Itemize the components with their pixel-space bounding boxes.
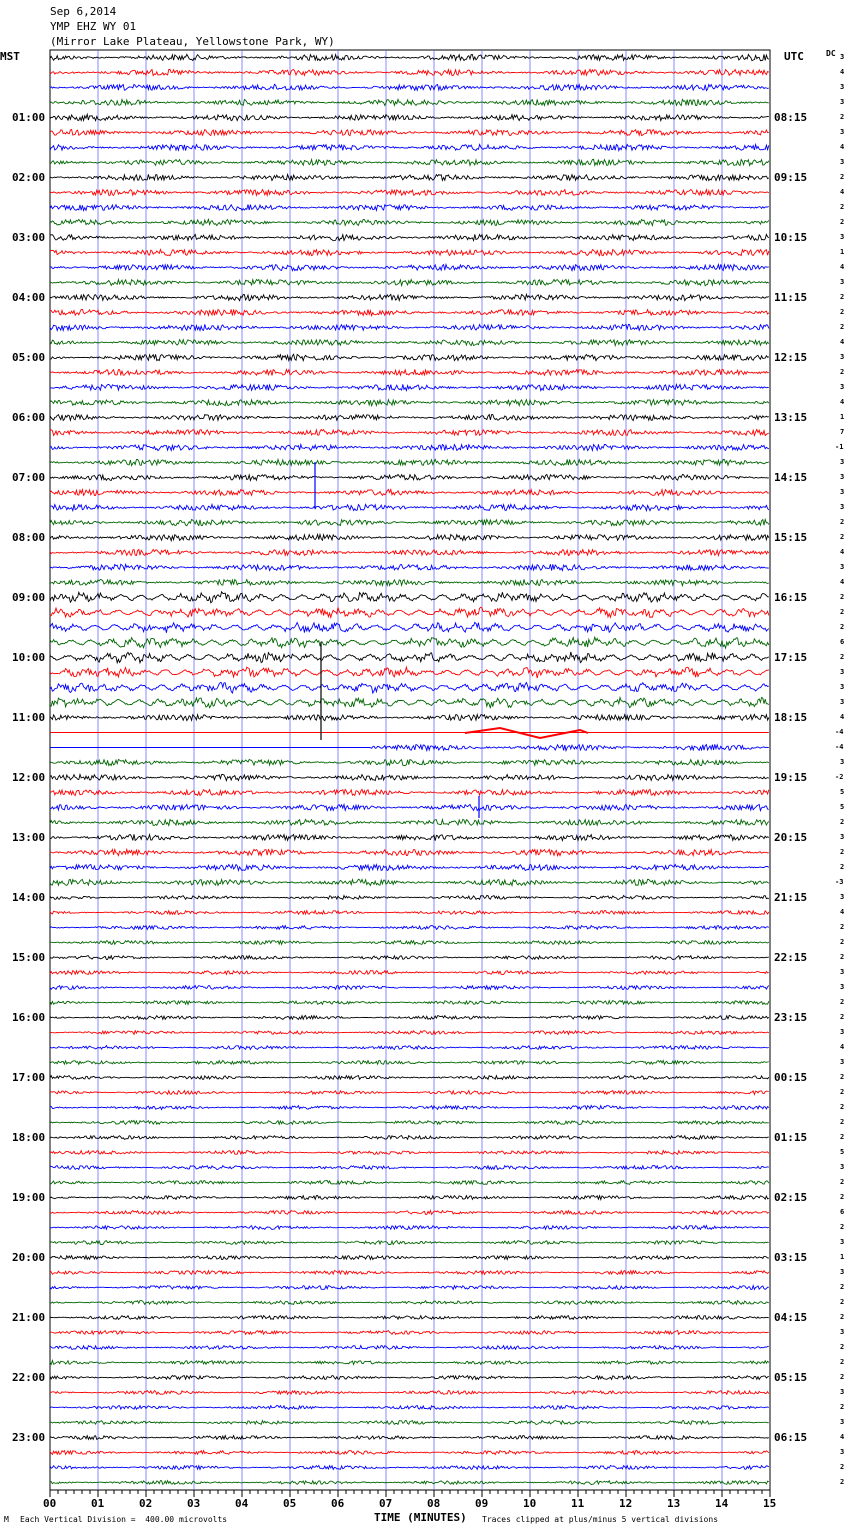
right-hour-label: 02:15: [774, 1190, 808, 1204]
dc-offset-value: 2: [840, 1102, 845, 1111]
left-hour-label: 22:00: [12, 1370, 46, 1384]
dc-offset-value: 2: [840, 517, 845, 526]
x-tick-label: 12: [619, 1497, 633, 1510]
right-hour-label: 13:15: [774, 410, 808, 424]
trace-line: [50, 667, 769, 678]
dc-offset-value: 3: [840, 832, 845, 841]
dc-offset-value: 3: [840, 1162, 845, 1171]
trace-line: [50, 430, 769, 436]
trace-line: [50, 834, 769, 840]
trace-line: [50, 384, 769, 390]
right-hour-label: 15:15: [774, 530, 808, 544]
trace-line: [50, 1016, 769, 1020]
trace-line: [50, 549, 769, 555]
footer-mark: M: [4, 1515, 9, 1524]
dc-offset-value: 3: [840, 1267, 845, 1276]
dc-offset-value: 1: [840, 1252, 845, 1261]
dc-offset-value: 4: [840, 1432, 845, 1441]
trace-line: [50, 1346, 769, 1350]
trace-line: [50, 1301, 769, 1305]
dc-offset-value: 3: [840, 352, 845, 361]
dc-offset-value: 2: [840, 937, 845, 946]
trace-line: [50, 864, 769, 870]
trace-line: [50, 324, 769, 330]
trace-line: [50, 698, 769, 709]
trace-line: [50, 354, 769, 360]
left-hour-label: 20:00: [12, 1250, 46, 1264]
trace-line: [50, 896, 769, 900]
dc-offset-value: 4: [840, 397, 845, 406]
trace-line: [50, 444, 769, 450]
right-hour-label: 17:15: [774, 650, 808, 664]
dc-offset-value: 2: [840, 1132, 845, 1141]
x-tick-label: 11: [571, 1497, 585, 1510]
dc-offset-value: 2: [840, 862, 845, 871]
trace-line: [50, 1166, 769, 1170]
dc-offset-value: 2: [840, 1282, 845, 1291]
left-hour-label: 12:00: [12, 770, 46, 784]
dc-offset-value: 3: [840, 562, 845, 571]
right-hour-label: 23:15: [774, 1010, 808, 1024]
trace-line: [50, 682, 769, 693]
trace-line: [50, 130, 769, 136]
trace-line: [50, 174, 769, 180]
dc-column-label: DC: [826, 49, 836, 58]
x-tick-label: 08: [427, 1497, 441, 1510]
trace-line: [50, 69, 769, 75]
trace-line: [50, 205, 769, 211]
dc-offset-value: 2: [840, 1117, 845, 1126]
dc-offset-value: 2: [840, 217, 845, 226]
station-code: YMP EHZ WY 01: [50, 20, 137, 33]
trace-line: [50, 1391, 769, 1395]
right-hour-label: 08:15: [774, 110, 808, 124]
dc-offset-value: 3: [840, 1447, 845, 1456]
dc-offset-value: 3: [840, 232, 845, 241]
clip-note: Traces clipped at plus/minus 5 vertical divisions: [482, 1515, 719, 1524]
x-tick-label: 09: [475, 1497, 489, 1510]
dc-offset-value: 2: [840, 592, 845, 601]
trace-line: [50, 1031, 769, 1035]
left-hour-label: 17:00: [12, 1070, 46, 1084]
right-hour-label: 22:15: [774, 950, 808, 964]
trace-line: [50, 369, 769, 375]
dc-offset-value: 2: [840, 1462, 845, 1471]
dc-offset-value: 2: [840, 1177, 845, 1186]
dc-offset-value: 1: [840, 412, 845, 421]
trace-line: [50, 190, 769, 196]
right-hour-label: 00:15: [774, 1070, 808, 1084]
trace-line: [50, 1271, 769, 1275]
dc-offset-value: 2: [840, 817, 845, 826]
right-hour-label: 03:15: [774, 1250, 808, 1264]
trace-line: [50, 1211, 769, 1215]
left-hour-label: 03:00: [12, 230, 46, 244]
left-hour-label: 07:00: [12, 470, 46, 484]
dc-offset-value: 2: [840, 292, 845, 301]
left-hour-label: 23:00: [12, 1430, 46, 1444]
left-hour-label: 13:00: [12, 830, 46, 844]
dc-offset-value: 5: [840, 787, 845, 796]
trace-line: [50, 622, 769, 632]
trace-line: [50, 819, 769, 825]
trace-line: [50, 1181, 769, 1185]
dc-offset-value: 2: [840, 1342, 845, 1351]
trace-line: [50, 1091, 769, 1095]
trace-line: [50, 145, 769, 151]
dc-offset-value: 4: [840, 907, 845, 916]
trace-line: [50, 714, 769, 720]
chart-date: Sep 6,2014: [50, 5, 117, 18]
dc-offset-value: 2: [840, 1087, 845, 1096]
dc-offset-value: 3: [840, 502, 845, 511]
x-tick-label: 06: [331, 1497, 345, 1510]
trace-line: [50, 219, 769, 225]
trace-line: [50, 415, 769, 421]
dc-offset-value: 2: [840, 1312, 845, 1321]
dc-offset-value: 2: [840, 847, 845, 856]
x-axis-title: TIME (MINUTES): [374, 1511, 467, 1524]
right-hour-label: 10:15: [774, 230, 808, 244]
x-tick-label: 10: [523, 1497, 537, 1510]
x-tick-label: 15: [763, 1497, 777, 1510]
dc-offset-value: 2: [840, 1072, 845, 1081]
dc-offset-value: 2: [840, 652, 845, 661]
dc-offset-value: 4: [840, 337, 845, 346]
dc-offset-value: 2: [840, 1222, 845, 1231]
dc-offset-value: 3: [840, 127, 845, 136]
dc-offset-value: 3: [840, 967, 845, 976]
trace-line: [50, 652, 769, 663]
trace-line: [50, 1106, 769, 1110]
left-hour-label: 08:00: [12, 530, 46, 544]
x-tick-label: 01: [91, 1497, 105, 1510]
station-location: (Mirror Lake Plateau, Yellowstone Park, WY): [50, 35, 335, 48]
x-tick-label: 03: [187, 1497, 201, 1510]
dc-offset-value: 4: [840, 1042, 845, 1051]
event-burst: [465, 728, 588, 738]
dc-offset-value: 6: [840, 1207, 845, 1216]
x-tick-label: 05: [283, 1497, 297, 1510]
dc-offset-value: 2: [840, 622, 845, 631]
trace-line: [50, 1481, 769, 1485]
trace-line: [50, 956, 769, 960]
dc-offset-value: 5: [840, 802, 845, 811]
dc-offset-value: -3: [835, 877, 844, 886]
trace-line: [50, 1376, 769, 1380]
trace-line: [50, 234, 769, 240]
trace-line: [50, 971, 769, 975]
left-hour-label: 10:00: [12, 650, 46, 664]
dc-offset-value: 3: [840, 487, 845, 496]
trace-line: [50, 84, 769, 90]
right-hour-label: 16:15: [774, 590, 808, 604]
trace-line: [50, 637, 769, 648]
dc-offset-value: 4: [840, 142, 845, 151]
x-tick-label: 04: [235, 1497, 249, 1510]
dc-offset-value: 2: [840, 952, 845, 961]
trace-line: [50, 744, 769, 750]
dc-offset-value: -4: [835, 727, 844, 736]
dc-offset-value: 2: [840, 1357, 845, 1366]
right-hour-label: 06:15: [774, 1430, 808, 1444]
right-hour-label: 14:15: [774, 470, 808, 484]
right-hour-label: 11:15: [774, 290, 808, 304]
dc-offset-value: 3: [840, 667, 845, 676]
dc-offset-value: 2: [840, 532, 845, 541]
dc-offset-value: 4: [840, 577, 845, 586]
dc-offset-value: 2: [840, 112, 845, 121]
dc-offset-value: 3: [840, 472, 845, 481]
left-hour-label: 14:00: [12, 890, 46, 904]
dc-offset-value: 3: [840, 682, 845, 691]
dc-offset-value: 3: [840, 982, 845, 991]
trace-line: [50, 1286, 769, 1290]
dc-offset-value: 3: [840, 1057, 845, 1066]
dc-offset-value: -4: [835, 742, 844, 751]
trace-line: [50, 1136, 769, 1140]
right-hour-label: 20:15: [774, 830, 808, 844]
trace-line: [50, 911, 769, 915]
left-hour-label: 19:00: [12, 1190, 46, 1204]
dc-offset-value: 2: [840, 322, 845, 331]
trace-line: [50, 264, 769, 270]
dc-offset-value: 3: [840, 82, 845, 91]
trace-line: [50, 399, 769, 405]
trace-line: [50, 1421, 769, 1425]
trace-line: [50, 789, 769, 795]
trace-line: [50, 340, 769, 346]
dc-offset-value: 4: [840, 67, 845, 76]
trace-line: [50, 1121, 769, 1125]
right-hour-label: 18:15: [774, 710, 808, 724]
trace-line: [50, 1361, 769, 1365]
trace-line: [50, 804, 769, 810]
trace-line: [50, 159, 769, 165]
dc-offset-value: 2: [840, 1297, 845, 1306]
trace-line: [50, 986, 769, 990]
dc-offset-value: 3: [840, 277, 845, 286]
dc-offset-value: 2: [840, 307, 845, 316]
trace-line: [50, 1226, 769, 1230]
dc-offset-value: 2: [840, 922, 845, 931]
left-hour-label: 21:00: [12, 1310, 46, 1324]
left-hour-label: 02:00: [12, 170, 46, 184]
trace-line: [50, 1061, 769, 1065]
trace-line: [50, 459, 769, 465]
dc-offset-value: 4: [840, 547, 845, 556]
dc-offset-value: 3: [840, 1027, 845, 1036]
dc-offset-value: 3: [840, 1417, 845, 1426]
trace-line: [50, 54, 769, 60]
trace-line: [50, 279, 769, 285]
trace-line: [50, 926, 769, 930]
dc-offset-value: 3: [840, 157, 845, 166]
trace-line: [50, 1241, 769, 1245]
trace-line: [50, 1151, 769, 1155]
dc-offset-value: 6: [840, 637, 845, 646]
trace-line: [50, 1196, 769, 1200]
dc-offset-value: 2: [840, 202, 845, 211]
dc-offset-value: 2: [840, 1477, 845, 1486]
x-tick-label: 00: [43, 1497, 57, 1510]
dc-offset-value: 5: [840, 1147, 845, 1156]
left-hour-label: 05:00: [12, 350, 46, 364]
dc-offset-value: 2: [840, 1402, 845, 1411]
left-hour-label: 04:00: [12, 290, 46, 304]
dc-offset-value: 2: [840, 1192, 845, 1201]
trace-line: [50, 1256, 769, 1260]
trace-line: [50, 1076, 769, 1080]
trace-line: [50, 1331, 769, 1335]
trace-line: [50, 1451, 769, 1455]
trace-line: [50, 879, 769, 885]
dc-offset-value: 2: [840, 997, 845, 1006]
dc-offset-value: 4: [840, 262, 845, 271]
dc-offset-value: 2: [840, 1372, 845, 1381]
trace-line: [50, 489, 769, 495]
dc-offset-value: 2: [840, 1012, 845, 1021]
left-hour-label: 06:00: [12, 410, 46, 424]
trace-line: [50, 849, 769, 855]
left-hour-label: 15:00: [12, 950, 46, 964]
dc-offset-value: -1: [835, 442, 844, 451]
trace-line: [50, 309, 769, 315]
trace-line: [50, 941, 769, 945]
dc-offset-value: 3: [840, 1387, 845, 1396]
right-hour-label: 01:15: [774, 1130, 808, 1144]
trace-line: [50, 592, 769, 603]
dc-offset-value: 3: [840, 52, 845, 61]
trace-line: [50, 1046, 769, 1050]
right-hour-label: 04:15: [774, 1310, 808, 1324]
right-hour-label: 12:15: [774, 350, 808, 364]
right-hour-label: 21:15: [774, 890, 808, 904]
dc-offset-value: 4: [840, 712, 845, 721]
x-tick-label: 14: [715, 1497, 729, 1510]
trace-line: [50, 99, 769, 105]
dc-offset-value: 2: [840, 172, 845, 181]
dc-offset-value: 3: [840, 97, 845, 106]
trace-line: [50, 294, 769, 300]
trace-line: [50, 519, 769, 525]
scale-note: Each Vertical Division = 400.00 microvolts: [20, 1515, 228, 1524]
trace-line: [50, 579, 769, 585]
dc-offset-value: 3: [840, 1237, 845, 1246]
left-hour-label: 11:00: [12, 710, 46, 724]
trace-line: [50, 775, 769, 781]
left-hour-label: 18:00: [12, 1130, 46, 1144]
trace-line: [50, 607, 769, 617]
dc-offset-value: 4: [840, 187, 845, 196]
dc-offset-value: 3: [840, 457, 845, 466]
trace-line: [50, 760, 769, 766]
trace-line: [50, 1406, 769, 1410]
dc-offset-value: 3: [840, 757, 845, 766]
right-timezone-label: UTC: [784, 50, 804, 63]
trace-line: [50, 535, 769, 541]
left-hour-label: 16:00: [12, 1010, 46, 1024]
trace-line: [50, 504, 769, 510]
x-tick-label: 07: [379, 1497, 393, 1510]
trace-line: [50, 1436, 769, 1440]
right-hour-label: 19:15: [774, 770, 808, 784]
trace-line: [50, 250, 769, 256]
trace-line: [50, 1001, 769, 1005]
x-tick-label: 13: [667, 1497, 681, 1510]
dc-offset-value: 7: [840, 427, 845, 436]
x-tick-label: 02: [139, 1497, 153, 1510]
dc-offset-value: 3: [840, 697, 845, 706]
trace-line: [50, 114, 769, 120]
dc-offset-value: 2: [840, 367, 845, 376]
trace-line: [50, 1316, 769, 1320]
dc-offset-value: 3: [840, 382, 845, 391]
dc-offset-value: -2: [835, 772, 844, 781]
left-hour-label: 09:00: [12, 590, 46, 604]
trace-line: [50, 564, 769, 570]
left-timezone-label: MST: [0, 50, 20, 63]
right-hour-label: 09:15: [774, 170, 808, 184]
trace-line: [50, 474, 769, 480]
right-hour-label: 05:15: [774, 1370, 808, 1384]
trace-line: [50, 1466, 769, 1470]
dc-offset-value: 1: [840, 247, 845, 256]
dc-offset-value: 3: [840, 1327, 845, 1336]
dc-offset-value: 2: [840, 607, 845, 616]
dc-offset-value: 3: [840, 892, 845, 901]
left-hour-label: 01:00: [12, 110, 46, 124]
